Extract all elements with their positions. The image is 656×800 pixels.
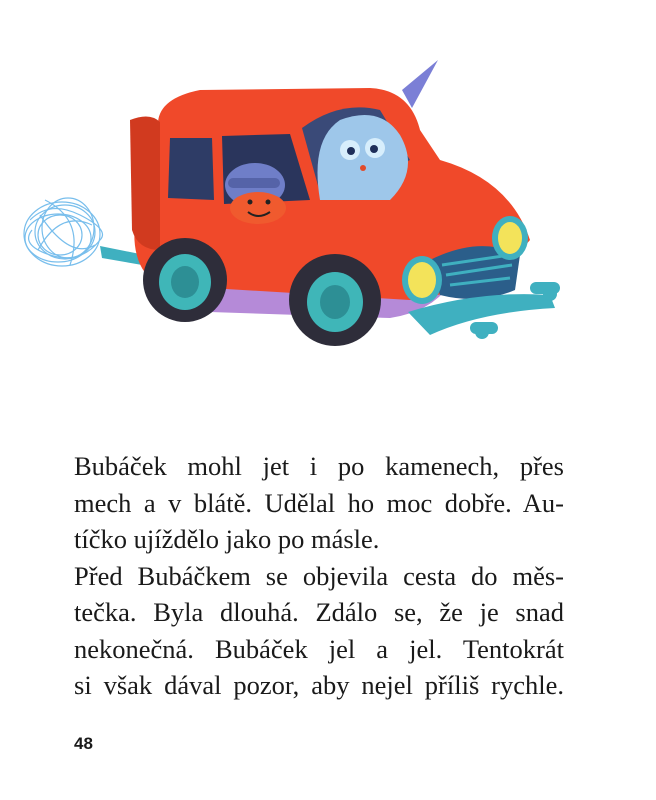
text-line: mech a v blátě. Udělal ho moc dobře. Au- <box>74 487 564 518</box>
text-line: Bubáček mohl jet i po kamenech, přes <box>74 451 564 481</box>
front-wheel-icon <box>289 254 381 346</box>
page-number: 48 <box>74 734 93 753</box>
car-illustration <box>10 50 570 360</box>
text-line: tečka. Byla dlouhá. Zdálo se, že je snad <box>74 597 564 627</box>
driver-character <box>225 163 286 224</box>
exhaust-cloud-icon <box>24 198 103 266</box>
text-line: nekonečná. Bubáček jel a jel. Tentokrát <box>74 633 564 664</box>
antenna-flag <box>402 60 438 108</box>
text-line: tíčko ujíždělo jako po másle. <box>74 524 380 554</box>
rear-wheel-icon <box>143 238 227 322</box>
text-line: si však dával pozor, aby nejel příliš rychle. <box>74 670 564 700</box>
rear-window <box>168 138 214 200</box>
text-line: Před Bubáčkem se objevila cesta do měs- <box>74 560 564 591</box>
story-text <box>74 448 564 704</box>
